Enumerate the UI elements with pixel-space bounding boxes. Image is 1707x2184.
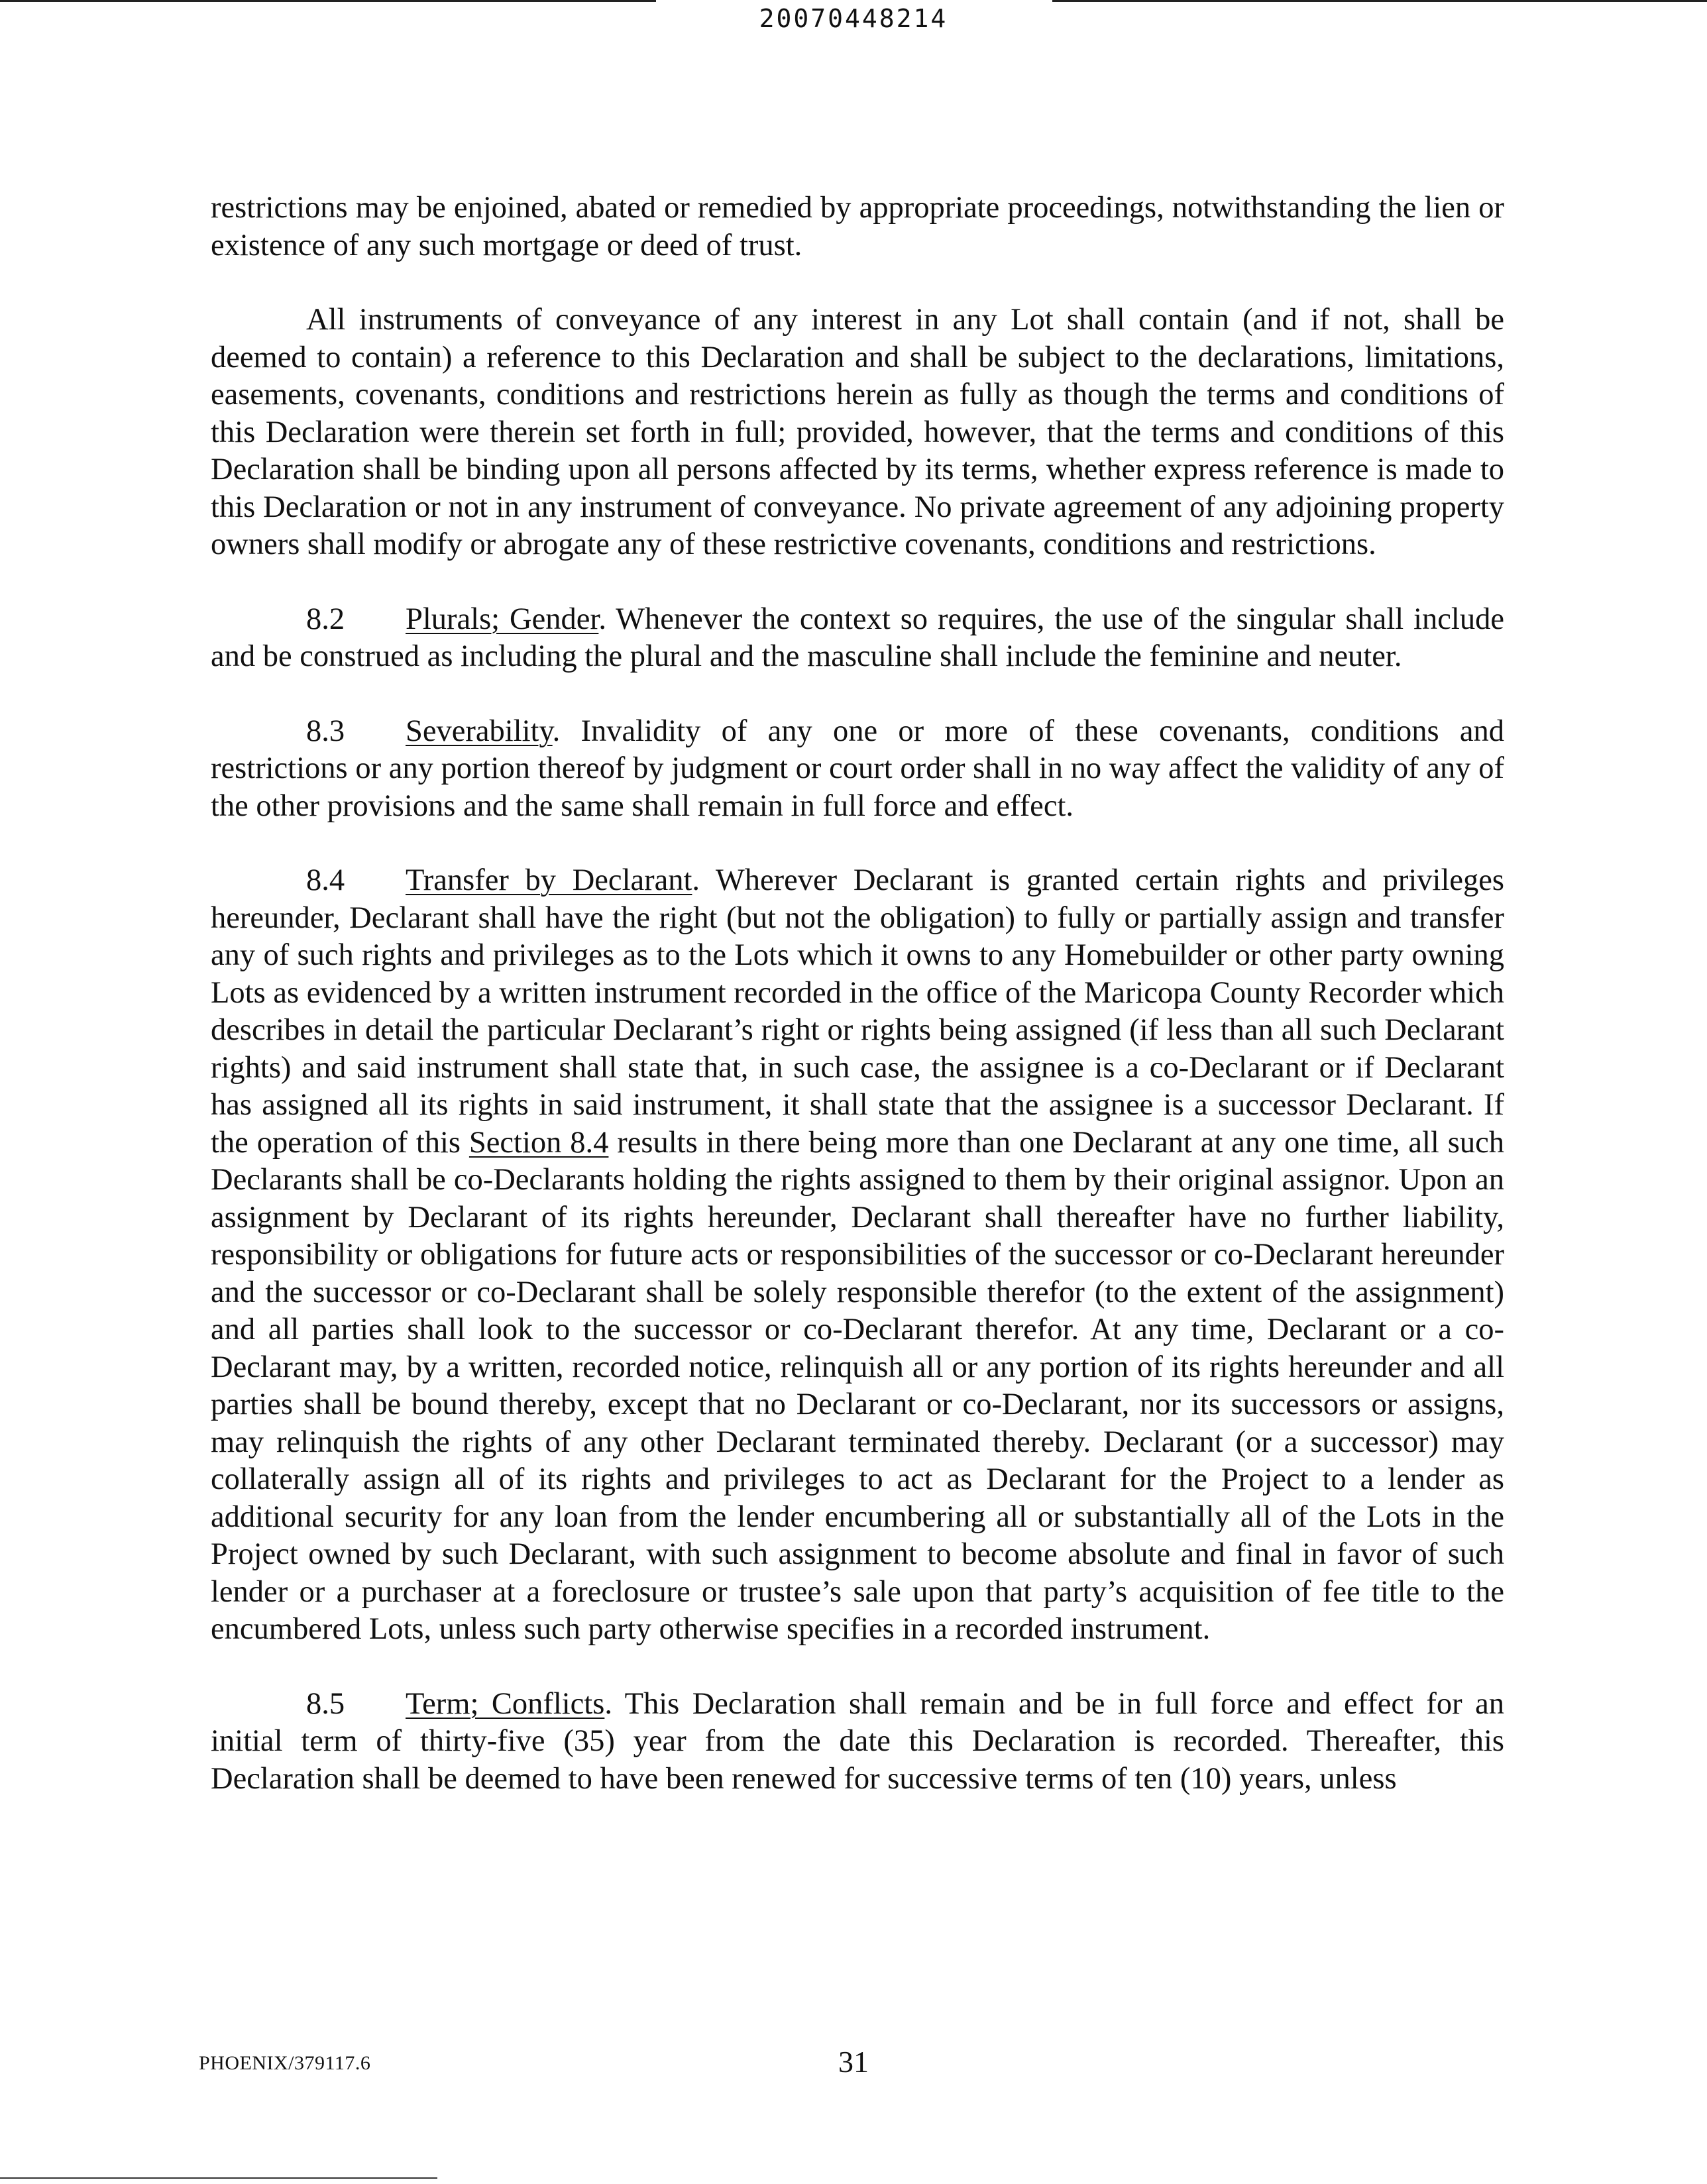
section-8-2 <box>211 601 1504 676</box>
section-number: 8.2 <box>306 602 345 636</box>
section-8-5 <box>211 1686 1504 1798</box>
page-number: 31 <box>838 2045 869 2079</box>
section-number: 8.3 <box>306 714 345 748</box>
section-title: Transfer by Declarant <box>406 863 692 897</box>
section-text: . Wherever Declarant is granted certain rights and privileges hereunder, Declarant shall have the right (but not the obligation) to fully or partially assign and transfer any of such rights and privileges as to the Lots which it owns to any Homebuilder or other party owning Lots as evidenced by a written instrument recorded in the office of the Maricopa County Recorder which describes in detail the particular Declarant’s right or rights being assigned (if less than all such Declarant rights) and said instrument shall state that, in such case, the assignee is a co-Declarant or if Declarant has assigned all its rights in said instrument, it shall state that the assignee is a successor Declarant. If the operation of this <box>211 863 1504 1160</box>
section-number: 8.5 <box>306 1686 345 1721</box>
body-text <box>211 190 1504 1835</box>
section-text: . Invalidity of any one or more of these covenants, conditions and restrictions or any portion thereof by judgment or court order shall in no way affect the validity of any of the other provisions and the same shall remain in full force and effect. <box>211 714 1504 823</box>
section-8-3 <box>211 713 1504 826</box>
top-rule-left <box>0 0 656 2</box>
recording-number: 20070448214 <box>759 4 948 33</box>
section-text: . Whenever the context so requires, the use of the singular shall include and be construed as including the plural and the masculine shall include the feminine and neuter. <box>211 602 1504 673</box>
section-text: results in there being more than one Declarant at any one time, all such Declarants shall be co-Declarants holding the rights assigned to them by their original assignor. Upon an assignment by Declarant of its rights hereunder, Declarant shall thereafter have no further liability, responsibility or obligations for future acts or responsibilities of the successor or co-Declarant hereunder and the successor or co-Declarant shall be solely responsible therefor (to the extent of the assignment) and all parties shall look to the successor or co-Declarant therefor. At any time, Declarant or a co-Declarant may, by a written, recorded notice, relinquish all or any portion of its rights hereunder and all parties shall be bound thereby, except that no Declarant or co-Declarant, nor its successors or assigns, may relinquish the rights of any other Declarant terminated thereby. Declarant (or a successor) may collaterally assign all of its rights and privileges to act as Declarant for the Project to a lender as additional security for any loan from the lender encumbering all or substantially all of the Lots in the Project owned by such Declarant, with such assignment to become absolute and final in favor of such lender or a purchaser at a foreclosure or trustee’s sale upon that party’s acquisition of fee title to the encumbered Lots, unless such party otherwise specifies in a recorded instrument. <box>211 1125 1504 1646</box>
paragraph-conveyance: All instruments of conveyance of any interest in any Lot shall contain (and if not, shall be deemed to contain) a reference to this Declaration and shall be subject to the declarations, limitations, easements, covenants, conditions and restrictions herein as fully as though the terms and conditions of this Declaration were therein set forth in full; provided, however, that the terms and conditions of this Declaration shall be binding upon all persons affected by its terms, whether express reference is made to this Declaration or not in any instrument of conveyance. No private agreement of any adjoining property owners shall modify or abrogate any of these restrictive covenants, conditions and restrictions. <box>211 303 1504 561</box>
section-8-4 <box>211 862 1504 1649</box>
section-number: 8.4 <box>306 863 345 897</box>
top-rule-right <box>1052 0 1707 2</box>
section-cross-reference: Section 8.4 <box>468 1125 609 1160</box>
bottom-rule <box>0 2177 437 2179</box>
section-title: Term; Conflicts <box>406 1686 605 1721</box>
section-title: Severability <box>406 714 553 748</box>
section-text: . This Declaration shall remain and be in full force and effect for an initial term of thirty-five (35) year from the date this Declaration is recorded. Thereafter, this Declaration shall be deemed to have been renewed for successive terms of ten (10) years, unless <box>211 1686 1504 1796</box>
section-title: Plurals; Gender <box>406 602 599 636</box>
paragraph-continuation: restrictions may be enjoined, abated or remedied by appropriate proceedings, notwithstanding the lien or existence of any such mortgage or deed of trust. <box>211 191 1504 262</box>
footer-file-id: PHOENIX/379117.6 <box>199 2052 371 2074</box>
